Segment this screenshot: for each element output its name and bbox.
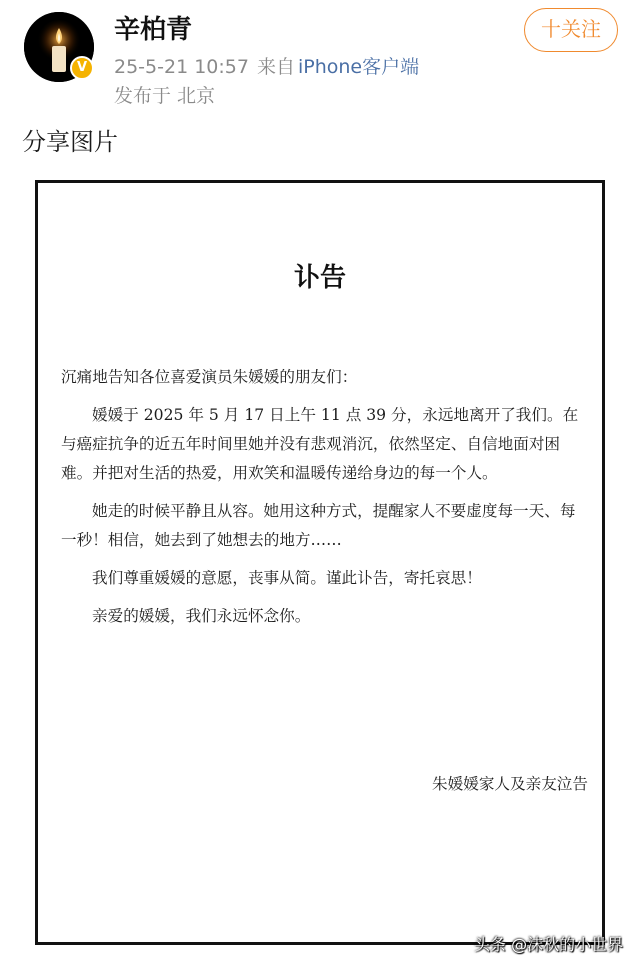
shared-image[interactable]	[35, 180, 605, 945]
notice-paragraph: 我们尊重媛媛的意愿，丧事从简。谨此讣告，寄托哀思！	[92, 569, 482, 587]
notice-title: 讣告	[293, 263, 346, 293]
post-time: 25-5-21 10:57	[114, 56, 249, 78]
notice-paragraph: 媛媛于 2025 年 5 月 17 日上午 11 点 39 分，永远地离开了我们。在与癌症抗争的近五年时间里她并没有悲观消沉，依然坚定、自信地面对困难。并把对生活的热爱，用欢笑和温暖传递给身边的每一个人。	[61, 406, 579, 482]
post-meta	[114, 55, 419, 79]
notice-signature: 朱媛媛家人及亲友泣告	[432, 775, 588, 793]
notice-paragraph: 亲爱的媛媛，我们永远怀念你。	[92, 607, 311, 625]
post-text: 分享图片	[22, 128, 118, 156]
notice-salutation: 沉痛地告知各位喜爱演员朱媛媛的朋友们：	[61, 368, 358, 386]
notice-body	[61, 363, 589, 640]
source-client-link[interactable]: iPhone客户端	[297, 56, 420, 78]
user-name[interactable]: 辛柏青	[114, 15, 193, 45]
source-prefix: 来自	[256, 56, 295, 78]
watermark: 头条 @沫秋的小世界	[474, 935, 624, 954]
post-location: 发布于 北京	[114, 85, 216, 107]
notice-paragraph: 她走的时候平静且从容。她用这种方式，提醒家人不要虚度每一天、每一秒！相信，她去到了她想去的地方……	[61, 502, 576, 549]
follow-button[interactable]: 十关注	[524, 8, 618, 52]
verified-badge-icon: V	[70, 56, 94, 80]
